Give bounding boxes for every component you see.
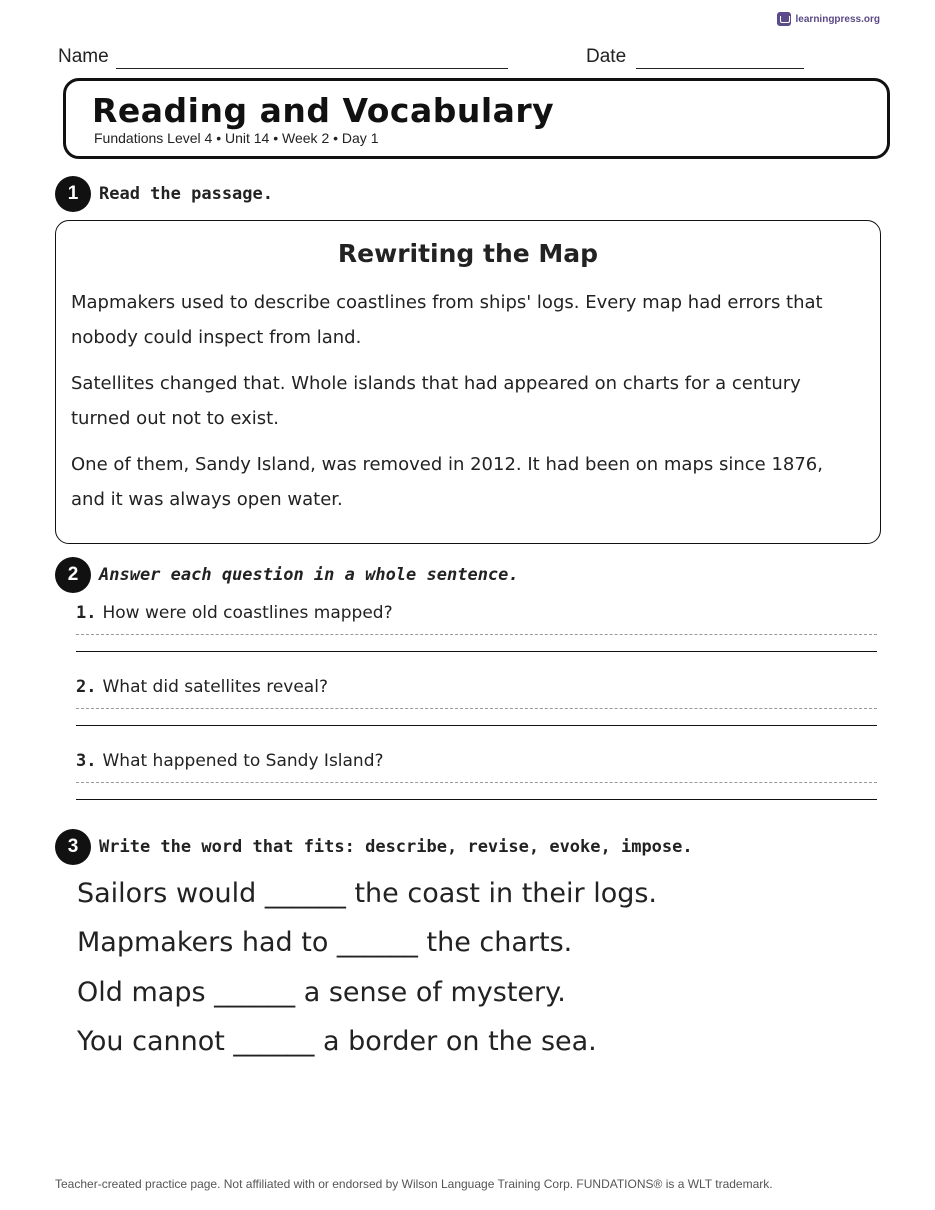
passage-paragraph: One of them, Sandy Island, was removed in 2012. It had been on maps since 1876, and it was always open water. <box>71 454 823 510</box>
question-prompt: What happened to Sandy Island? <box>102 751 384 771</box>
date-label: Date <box>586 46 627 67</box>
question-item <box>76 677 877 735</box>
question-prompt: How were old coastlines mapped? <box>102 603 393 623</box>
passage-paragraph: Mapmakers used to describe coastlines from ships' logs. Every map had errors that nobody could inspect from land. <box>71 292 823 348</box>
section-2-header <box>55 557 519 593</box>
title-box <box>63 78 890 159</box>
step-number-badge: 1 <box>55 176 91 212</box>
fill-in-sentence[interactable]: Sailors would ______ the coast in their logs. <box>77 878 658 909</box>
fill-in-sentence[interactable]: Mapmakers had to ______ the charts. <box>77 927 573 958</box>
section-instruction: Read the passage. <box>99 184 273 204</box>
question-text <box>76 677 877 697</box>
book-icon <box>777 12 791 26</box>
answer-guide-line <box>76 782 877 783</box>
brand[interactable] <box>777 12 880 26</box>
name-date-row <box>58 46 818 72</box>
question-number: 1. <box>76 603 97 623</box>
answer-line[interactable] <box>76 651 877 652</box>
question-prompt: What did satellites reveal? <box>102 677 328 697</box>
section-3-header <box>55 829 693 865</box>
name-label: Name <box>58 46 109 67</box>
passage-title: Rewriting the Map <box>337 239 599 268</box>
page-title: Reading and Vocabulary <box>92 91 555 130</box>
question-number: 3. <box>76 751 97 771</box>
passage-box <box>55 220 881 544</box>
section-instruction: Answer each question in a whole sentence. <box>99 565 519 585</box>
passage-paragraph: Satellites changed that. Whole islands that had appeared on charts for a century turned out not to exist. <box>71 373 801 429</box>
footer-disclaimer: Teacher-created practice page. Not affiliated with or endorsed by Wilson Language Training Corp. FUNDATIONS® is a WLT trademark. <box>55 1177 773 1191</box>
answer-guide-line <box>76 634 877 635</box>
fill-in-sentence[interactable]: You cannot ______ a border on the sea. <box>77 1026 597 1057</box>
passage-body <box>71 285 861 528</box>
step-number-badge: 2 <box>55 557 91 593</box>
question-text <box>76 751 877 771</box>
question-number: 2. <box>76 677 97 697</box>
page-subtitle: Fundations Level 4 • Unit 14 • Week 2 • Day 1 <box>94 130 379 146</box>
name-field[interactable] <box>116 68 508 69</box>
answer-guide-line <box>76 708 877 709</box>
answer-line[interactable] <box>76 799 877 800</box>
answer-line[interactable] <box>76 725 877 726</box>
date-field[interactable] <box>636 68 804 69</box>
fill-in-sentence[interactable]: Old maps ______ a sense of mystery. <box>77 977 566 1008</box>
question-text <box>76 603 877 623</box>
question-item <box>76 603 877 661</box>
section-instruction: Write the word that fits: describe, revise, evoke, impose. <box>99 837 693 857</box>
question-item <box>76 751 877 809</box>
section-1-header <box>55 176 273 212</box>
brand-label: learningpress.org <box>795 13 880 25</box>
step-number-badge: 3 <box>55 829 91 865</box>
